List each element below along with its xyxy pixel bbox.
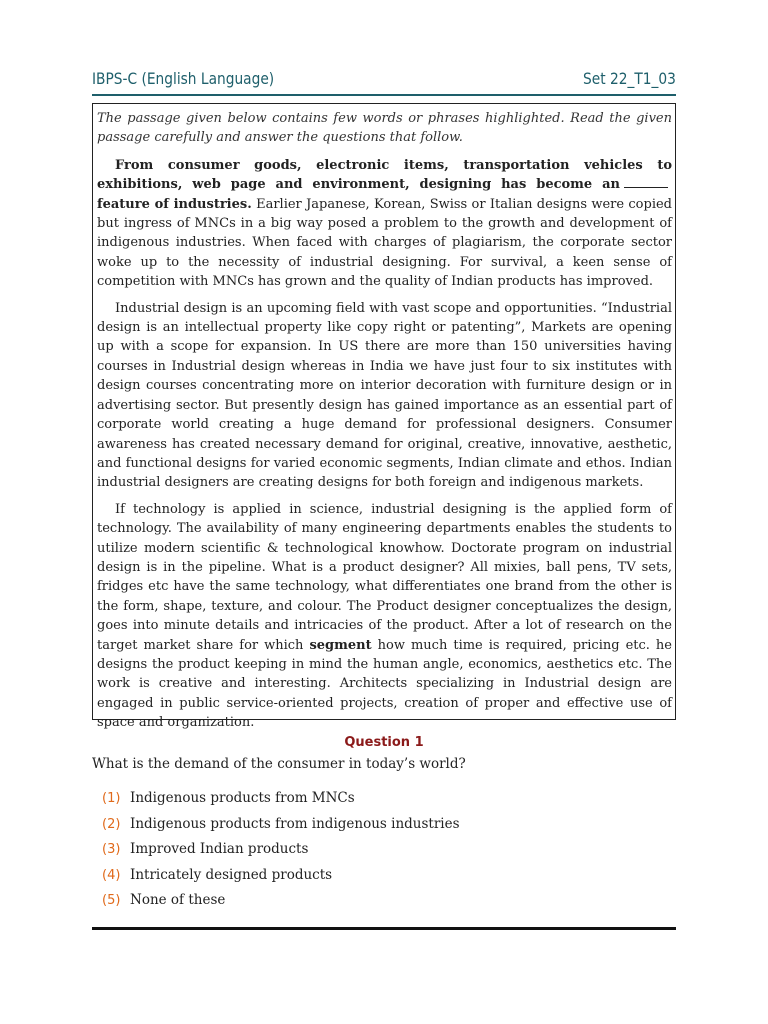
page-header: [92, 64, 676, 92]
header-divider: [92, 94, 676, 96]
option-text: Indigenous products from indigenous industries: [130, 815, 460, 832]
answer-option[interactable]: [102, 867, 662, 893]
answer-option[interactable]: [102, 892, 662, 918]
paragraph-1-text: Earlier Japanese, Korean, Swiss or Italian designs were copied but ingress of MNCs in a big way posed a problem to the growth and development of indigenous industries. When faced with charges of plagiarism, the corporate sector woke up to the necessity of industrial designing. For survival, a keen sense of competition with MNCs has grown and the quality of Indian products has improved.: [97, 196, 672, 290]
answer-option[interactable]: [102, 790, 662, 816]
question-text: What is the demand of the consumer in today’s world?: [92, 756, 466, 772]
option-text: Intricately designed products: [130, 866, 333, 883]
paragraph-3-text-a: If technology is applied in science, industrial designing is the applied form of technology. The availability of many engineering departments enables the students to utilize modern scientific & technological knowhow. Doctorate program on industrial design is in the pipeline. What is a product designer? All mixies, ball pens, TV sets, fridges etc have the same technology, what differentiates one brand from the other is the form, shape, texture, and colour. The Product designer conceptualizes the design, goes into minute details and intricacies of the product. After a lot of research on the target market share for which: [97, 501, 672, 653]
passage-paragraph-2: Industrial design is an upcoming field with vast scope and opportunities. “Industrial design is an intellectual property like copy right or patenting”, Markets are opening up with a scope for expansion. In US there are more than 150 universities having courses in Industrial design whereas in India we have just four to six institutes with design courses concentrating more on interior decoration with furniture design or in advertising sector. But presently design has gained importance as an essential part of corporate world creating a huge demand for professional designers. Consumer awareness has created necessary demand for original, creative, innovative, aesthetic, and functional designs for varied economic segments, Indian climate and ethos. Indian industrial designers are creating designs for both foreign and indigenous markets.: [97, 300, 672, 491]
question-title: Question 1: [344, 735, 424, 750]
option-number: (4): [102, 867, 121, 883]
highlighted-sentence-start: From consumer goods, electronic items, transportation vehicles to exhibitions, web page and environment, designing has become an: [97, 157, 672, 193]
option-number: (3): [102, 842, 121, 857]
answer-options: [102, 790, 662, 918]
option-text: Improved Indian products: [130, 841, 309, 857]
footer-divider: [92, 927, 676, 930]
passage-paragraph-1: [97, 156, 672, 292]
option-number: (1): [102, 791, 121, 806]
fill-in-blank: [624, 175, 668, 188]
highlighted-sentence-end: feature of industries.: [97, 196, 252, 212]
highlighted-word-segment: segment: [309, 637, 372, 653]
passage-instruction: The passage given below contains few words or phrases highlighted. Read the given passage carefully and answer the questions that follow.: [97, 111, 672, 146]
option-text: Indigenous products from MNCs: [130, 790, 355, 806]
option-text: None of these: [130, 892, 226, 908]
header-set-id: Set 22_T1_03: [583, 68, 676, 88]
option-number: (2): [102, 816, 121, 832]
passage-box: [92, 103, 676, 731]
answer-option[interactable]: [102, 816, 662, 842]
answer-option[interactable]: [102, 841, 662, 867]
passage-paragraph-3: [97, 500, 672, 733]
option-number: (5): [102, 893, 121, 908]
header-title: IBPS-C (English Language): [92, 68, 275, 88]
paragraph-3-text-b: how much time is required, pricing etc. he designs the product keeping in mind the human angle, economics, aesthetics etc. The work is creative and interesting. Architects specializing in Industrial design are engaged in public service-oriented projects, creation of proper and effective use of space and organization.: [97, 637, 672, 731]
